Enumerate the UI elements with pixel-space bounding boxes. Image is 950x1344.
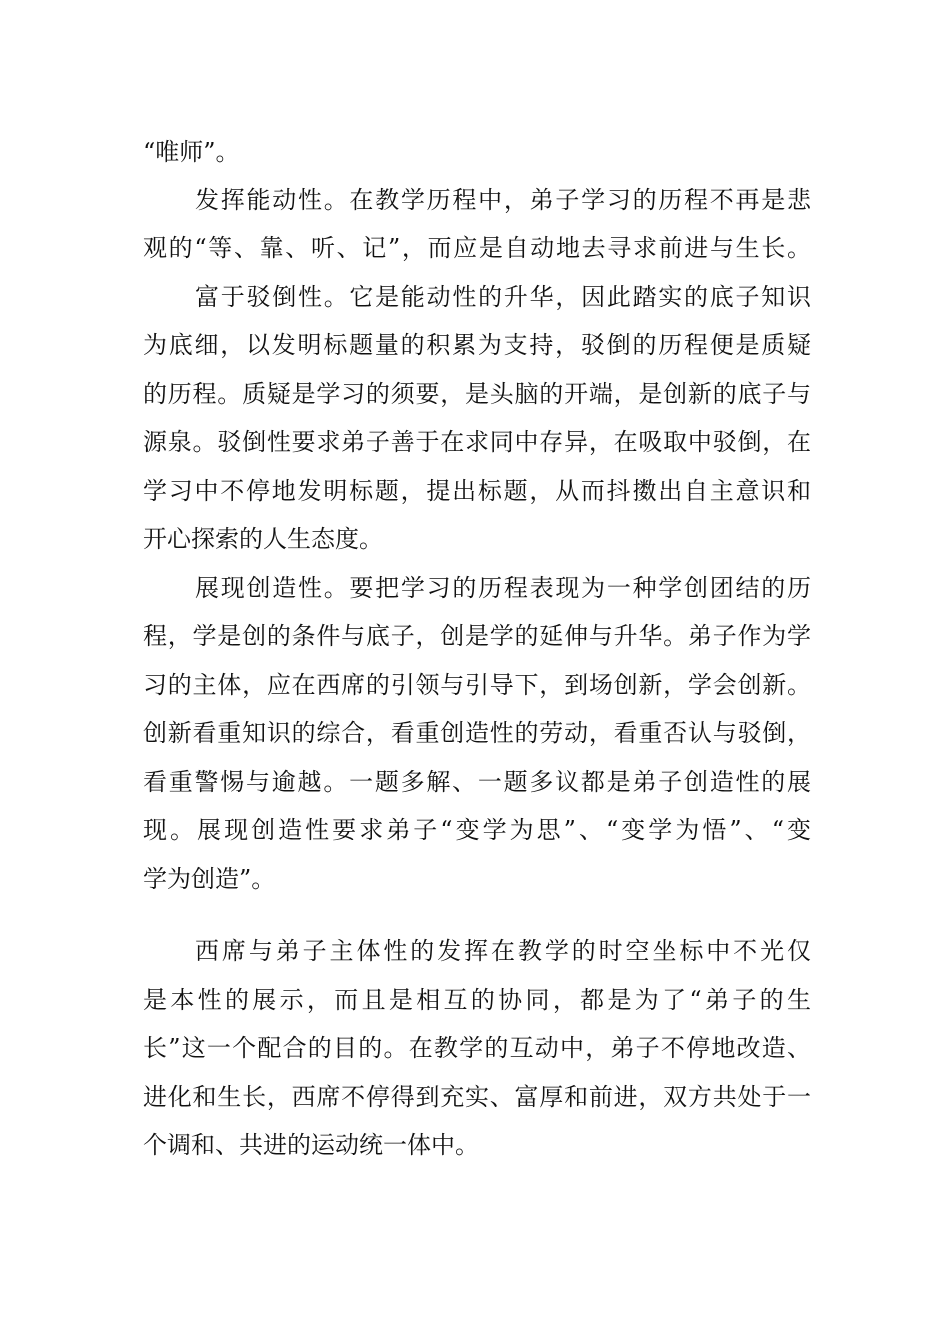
text-line: 为底细，以发明标题量的积累为支持，驳倒的历程便是质疑	[143, 331, 811, 359]
paragraph-first-line: 展现创造性。要把学习的历程表现为一种学创团结的历	[195, 574, 811, 602]
text-line: 看重警惕与逾越。一题多解、一题多议都是弟子创造性的展	[143, 768, 811, 796]
text-line: 现。展现创造性要求弟子“变学为思”、“变学为悟”、“变	[143, 816, 811, 844]
paragraph-first-line: 西席与弟子主体性的发挥在教学的时空坐标中不光仅	[195, 937, 811, 965]
text-line: 创新看重知识的综合，看重创造性的劳动，看重否认与驳倒，	[143, 719, 811, 747]
text-line: 是本性的展示，而且是相互的协同，都是为了“弟子的生	[143, 986, 811, 1014]
text-line: 个调和、共进的运动统一体中。	[143, 1131, 479, 1159]
text-line: 程，学是创的条件与底子，创是学的延伸与升华。弟子作为学	[143, 622, 811, 650]
paragraph-first-line: 发挥能动性。在教学历程中，弟子学习的历程不再是悲	[195, 186, 811, 214]
text-line: 习的主体，应在西席的引领与引导下，到场创新，学会创新。	[143, 671, 811, 699]
text-line: 源泉。驳倒性要求弟子善于在求同中存异，在吸取中驳倒，在	[143, 428, 811, 456]
text-line: 长”这一个配合的目的。在教学的互动中，弟子不停地改造、	[143, 1034, 811, 1062]
paragraph-first-line: 富于驳倒性。它是能动性的升华，因此踏实的底子知识	[195, 283, 811, 311]
text-line: 学为创造”。	[143, 865, 276, 893]
text-line: 开心探索的人生态度。	[143, 525, 383, 553]
text-line: 学习中不停地发明标题，提出标题，从而抖擞出自主意识和	[143, 477, 811, 505]
text-line: 的历程。质疑是学习的须要，是头脑的开端，是创新的底子与	[143, 380, 811, 408]
text-line: “唯师”。	[143, 138, 240, 166]
text-line: 进化和生长，西席不停得到充实、富厚和前进，双方共处于一	[143, 1083, 811, 1111]
text-line: 观的“等、靠、听、记”，而应是自动地去寻求前进与生长。	[143, 234, 811, 262]
